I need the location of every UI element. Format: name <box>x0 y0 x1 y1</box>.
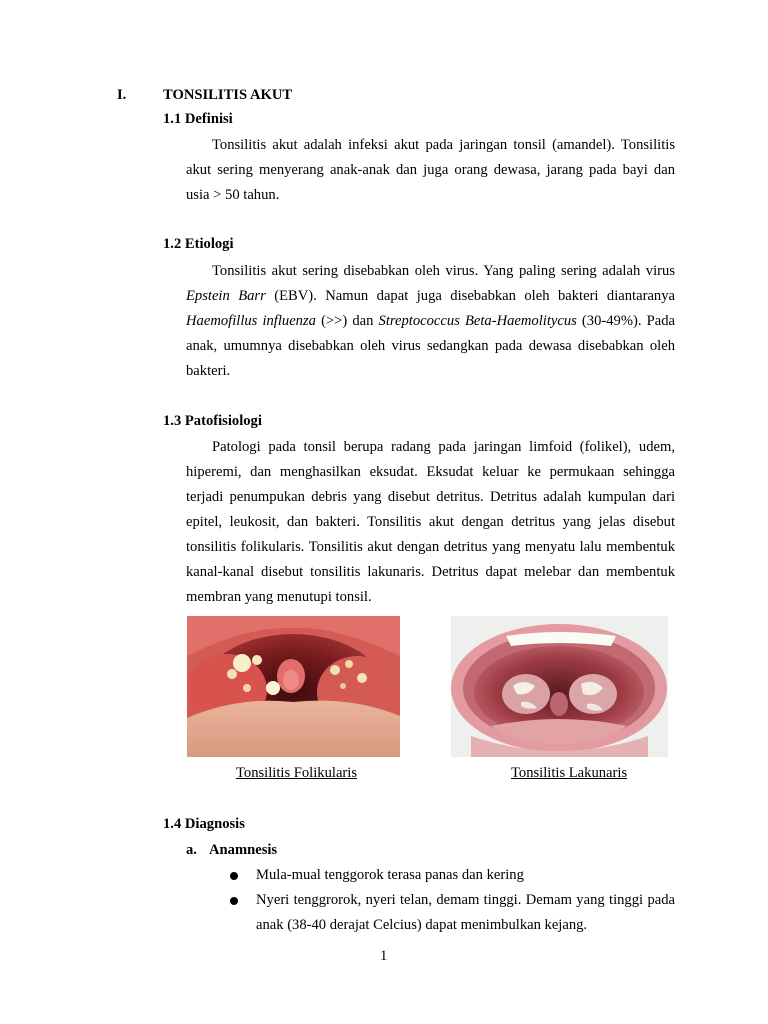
etiologi-text-3: (>>) dan <box>315 313 379 329</box>
bullet-icon <box>230 872 238 880</box>
paragraph-patofisiologi <box>186 435 675 610</box>
throat-image-right <box>451 616 668 757</box>
chapter-number: I. <box>117 87 127 103</box>
paragraph-definisi <box>186 133 675 208</box>
page-number: 1 <box>380 948 388 964</box>
caption-folikularis: Tonsilitis Folikularis <box>236 765 358 781</box>
photo-tonsilitis-lakunaris <box>451 616 668 757</box>
etiologi-haemophilus: Haemofillus influenza <box>186 313 316 329</box>
list-item-1: Mula-mual tenggorok terasa panas dan kering <box>256 867 524 883</box>
etiologi-streptococcus: Streptococcus Beta-Haemolitycus <box>378 313 577 329</box>
paragraph-etiologi <box>186 259 675 384</box>
section-heading-definisi: 1.1 Definisi <box>163 111 233 127</box>
section-heading-patofisiologi: 1.3 Patofisiologi <box>163 413 262 429</box>
etiologi-text-4: (30-49%). Pada anak, umumnya disebabkan oleh virus sedangkan pada dewasa disebabkan oleh bakteri. <box>186 313 675 379</box>
photo-tonsilitis-folikularis <box>187 616 400 757</box>
chapter-title: TONSILITIS AKUT <box>163 87 293 103</box>
subsection-anamnesis: Anamnesis <box>209 842 278 858</box>
list-item-2: Nyeri tenggrorok, nyeri telan, demam tinggi. Demam yang tinggi pada anak (38-40 derajat Celcius) dapat menimbulkan kejang. <box>256 892 675 933</box>
bullet-icon <box>230 897 238 905</box>
throat-image-left <box>187 616 400 757</box>
etiologi-text-1: Tonsilitis akut sering disebabkan oleh virus. Yang paling sering adalah virus <box>212 263 675 279</box>
subsection-label: a. <box>186 842 197 858</box>
paragraph-patofisiologi-text: Patologi pada tonsil berupa radang pada jaringan limfoid (folikel), udem, hiperemi, dan menghasilkan eksudat. Eksudat keluar ke permukaan sehingga terjadi penumpukan debris yang disebut detritus. Detritus adalah kumpulan dari epitel, leukosit, dan bakteri. Tonsilitis akut dengan detritus yang jelas disebut tonsilitis folikularis. Tonsilitis akut dengan detritus yang menyatu lalu membentuk kanal-kanal disebut tonsilitis lakunaris. Detritus dapat melebar dan membentuk membran yang menutupi tonsil. <box>186 439 675 605</box>
caption-lakunaris: Tonsilitis Lakunaris <box>511 765 628 781</box>
section-heading-etiologi: 1.2 Etiologi <box>163 236 234 252</box>
etiologi-text-2: (EBV). Namun dapat juga disebabkan oleh bakteri diantaranya <box>265 288 675 304</box>
etiologi-ebv: Epstein Barr <box>186 288 266 304</box>
paragraph-definisi-text: Tonsilitis akut adalah infeksi akut pada jaringan tonsil (amandel). Tonsilitis akut sering menyerang anak-anak dan juga orang dewasa, jarang pada bayi dan usia > 50 tahun. <box>186 137 675 203</box>
section-heading-diagnosis: 1.4 Diagnosis <box>163 816 245 832</box>
